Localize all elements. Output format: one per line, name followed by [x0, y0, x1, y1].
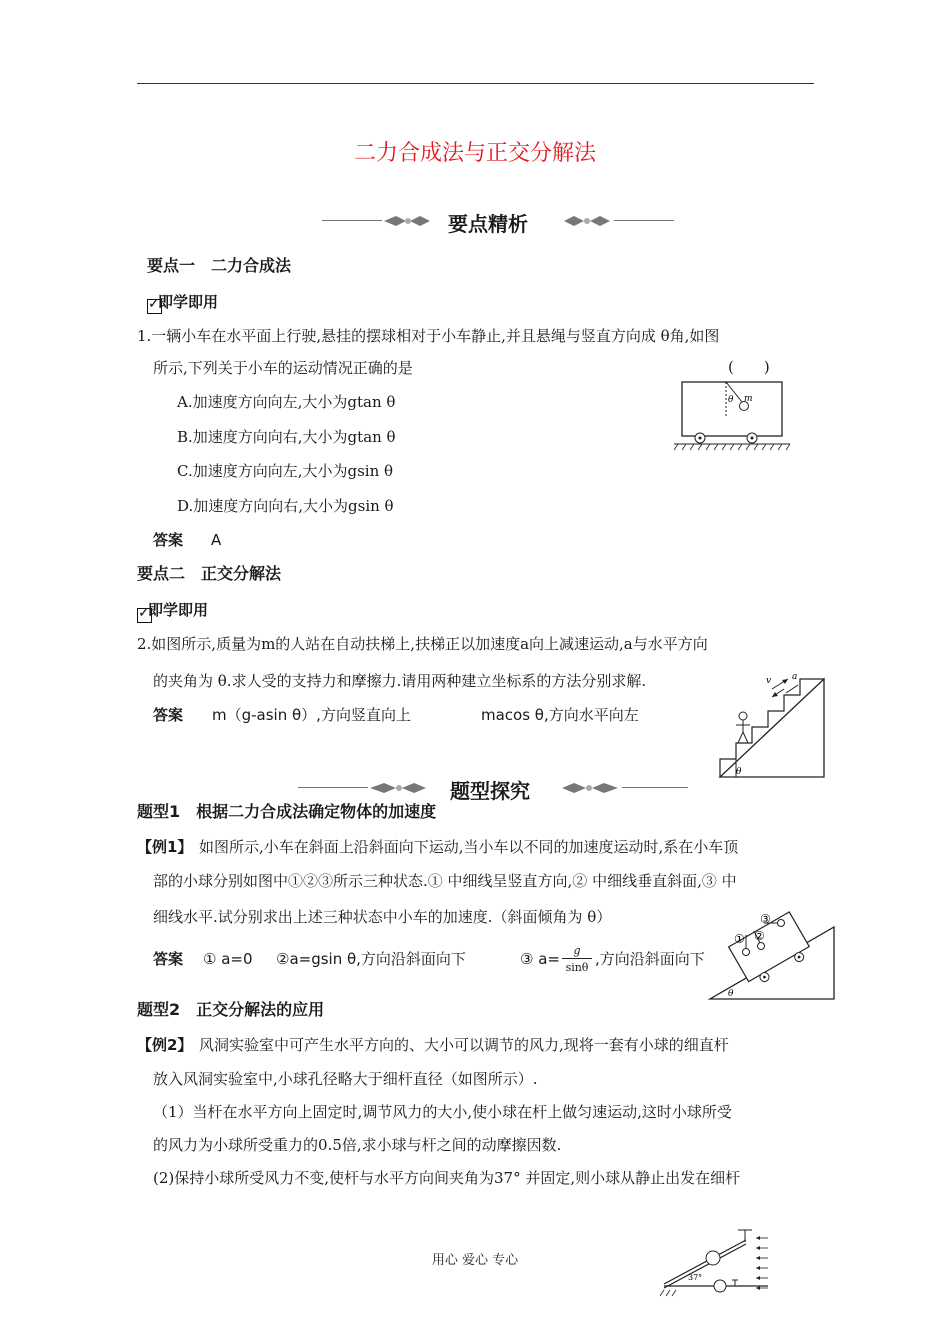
answer-part2: macos θ,方向水平向左: [481, 706, 639, 724]
fraction-bar: [562, 958, 592, 959]
ex1-ans3-suffix: ,方向沿斜面向下: [595, 950, 705, 968]
answer-label: 答案: [153, 950, 184, 968]
option-d: D.加速度方向向右,大小为gsin θ: [177, 497, 394, 515]
point1-tag: 即学即用: [158, 293, 219, 311]
ex2-line5: (2)保持小球所受风力不变,使杆与水平方向间夹角为37° 并固定,则小球从静止出发在细杆: [153, 1169, 741, 1187]
point1-heading: 要点一 二力合成法: [147, 256, 292, 275]
header-rule: [137, 83, 814, 84]
type2-heading: 题型2 正交分解法的应用: [137, 1000, 325, 1019]
ex1-ans1: ① a=0: [203, 950, 253, 968]
fig2-v: v: [766, 676, 772, 686]
q1-line2: 所示,下列关于小车的运动情况正确的是: [153, 359, 413, 377]
banner-label: 要点精析: [448, 212, 528, 236]
point2-heading: 要点二 正交分解法: [137, 564, 282, 583]
type1-heading: 题型1 根据二力合成法确定物体的加速度: [137, 802, 437, 821]
escalator-figure: [716, 667, 826, 779]
q1-line1: 1.一辆小车在水平面上行驶,悬挂的摆球相对于小车静止,并且悬绳与竖直方向成 θ角,如图: [137, 327, 720, 345]
page-title: 二力合成法与正交分解法: [353, 141, 596, 166]
ex1-ans3-denominator: sinθ: [565, 961, 589, 974]
fig1-theta: θ: [728, 395, 734, 405]
ex2-line4: 的风力为小球所受重力的0.5倍,求小球与杆之间的动摩擦因数.: [153, 1136, 562, 1154]
fig2-a: a: [792, 672, 798, 682]
fig4-angle: 37°: [688, 1273, 703, 1282]
ex2-line1: 风洞实验室中可产生水平方向的、大小可以调节的风力,现将一套有小球的细直杆: [199, 1036, 729, 1054]
section-banner-problem-types: [298, 775, 688, 801]
example1-label: 【例1】: [137, 838, 193, 856]
banner-line-right: [622, 787, 688, 788]
answer-label: 答案: [153, 706, 184, 724]
option-a: A.加速度方向向左,大小为gtan θ: [177, 393, 396, 411]
ex1-line3: 细线水平.试分别求出上述三种状态中小车的加速度.（斜面倾角为 θ）: [153, 908, 612, 926]
page-footer: 用心 爱心 专心: [431, 1253, 519, 1268]
ex2-line3: （1）当杆在水平方向上固定时,调节风力的大小,使小球在杆上做匀速运动,这时小球所受: [153, 1103, 732, 1121]
section-banner-key-points: [322, 208, 682, 234]
checkbox-icon: ✓: [147, 299, 162, 314]
q2-line1: 2.如图所示,质量为m的人站在自动扶梯上,扶梯正以加速度a向上减速运动,a与水平方向: [137, 635, 708, 653]
fig3-circled-1: ①: [734, 932, 745, 946]
fig1-mass: m: [744, 394, 753, 404]
incline-cart-figure: [706, 905, 836, 1001]
banner-line-left: [322, 220, 382, 221]
answer-value: A: [211, 531, 222, 549]
example2-label: 【例2】: [137, 1036, 193, 1054]
fig3-circled-2: ②: [754, 929, 765, 943]
ex1-ans2: ②a=gsin θ,方向沿斜面向下: [276, 950, 466, 968]
ornament-icon: [562, 213, 612, 229]
fig3-circled-3: ③: [760, 912, 771, 926]
answer-part1: m（g-asin θ）,方向竖直向上: [212, 706, 411, 724]
ex1-line2: 部的小球分别如图中①②③所示三种状态.① 中细线呈竖直方向,② 中细线垂直斜面,③ 中: [153, 872, 737, 890]
option-b: B.加速度方向向右,大小为gtan θ: [177, 428, 396, 446]
ex1-ans3-prefix: ③ a=: [520, 950, 560, 968]
cart-pendulum-figure: [672, 378, 792, 452]
ex1-line1: 如图所示,小车在斜面上沿斜面向下运动,当小车以不同的加速度运动时,系在小车顶: [199, 838, 739, 856]
banner-line-left: [298, 787, 368, 788]
point2-tag: 即学即用: [148, 601, 209, 619]
option-c: C.加速度方向向左,大小为gsin θ: [177, 462, 394, 480]
answer-label: 答案: [153, 531, 184, 549]
checkbox-icon: ✓: [137, 608, 152, 623]
ornament-icon: [560, 780, 620, 796]
fig2-theta: θ: [736, 767, 742, 777]
banner-label: 题型探究: [450, 779, 530, 803]
ornament-icon: [368, 780, 428, 796]
q2-line2: 的夹角为 θ.求人受的支持力和摩擦力.请用两种建立坐标系的方法分别求解.: [153, 672, 647, 690]
ornament-icon: [382, 213, 432, 229]
answer-bracket: ( ): [728, 358, 770, 376]
ex1-ans3-numerator: g: [573, 944, 581, 957]
ex2-line2: 放入风洞实验室中,小球孔径略大于细杆直径（如图所示）.: [153, 1070, 538, 1088]
banner-line-right: [614, 220, 674, 221]
fig3-theta: θ: [728, 989, 734, 999]
